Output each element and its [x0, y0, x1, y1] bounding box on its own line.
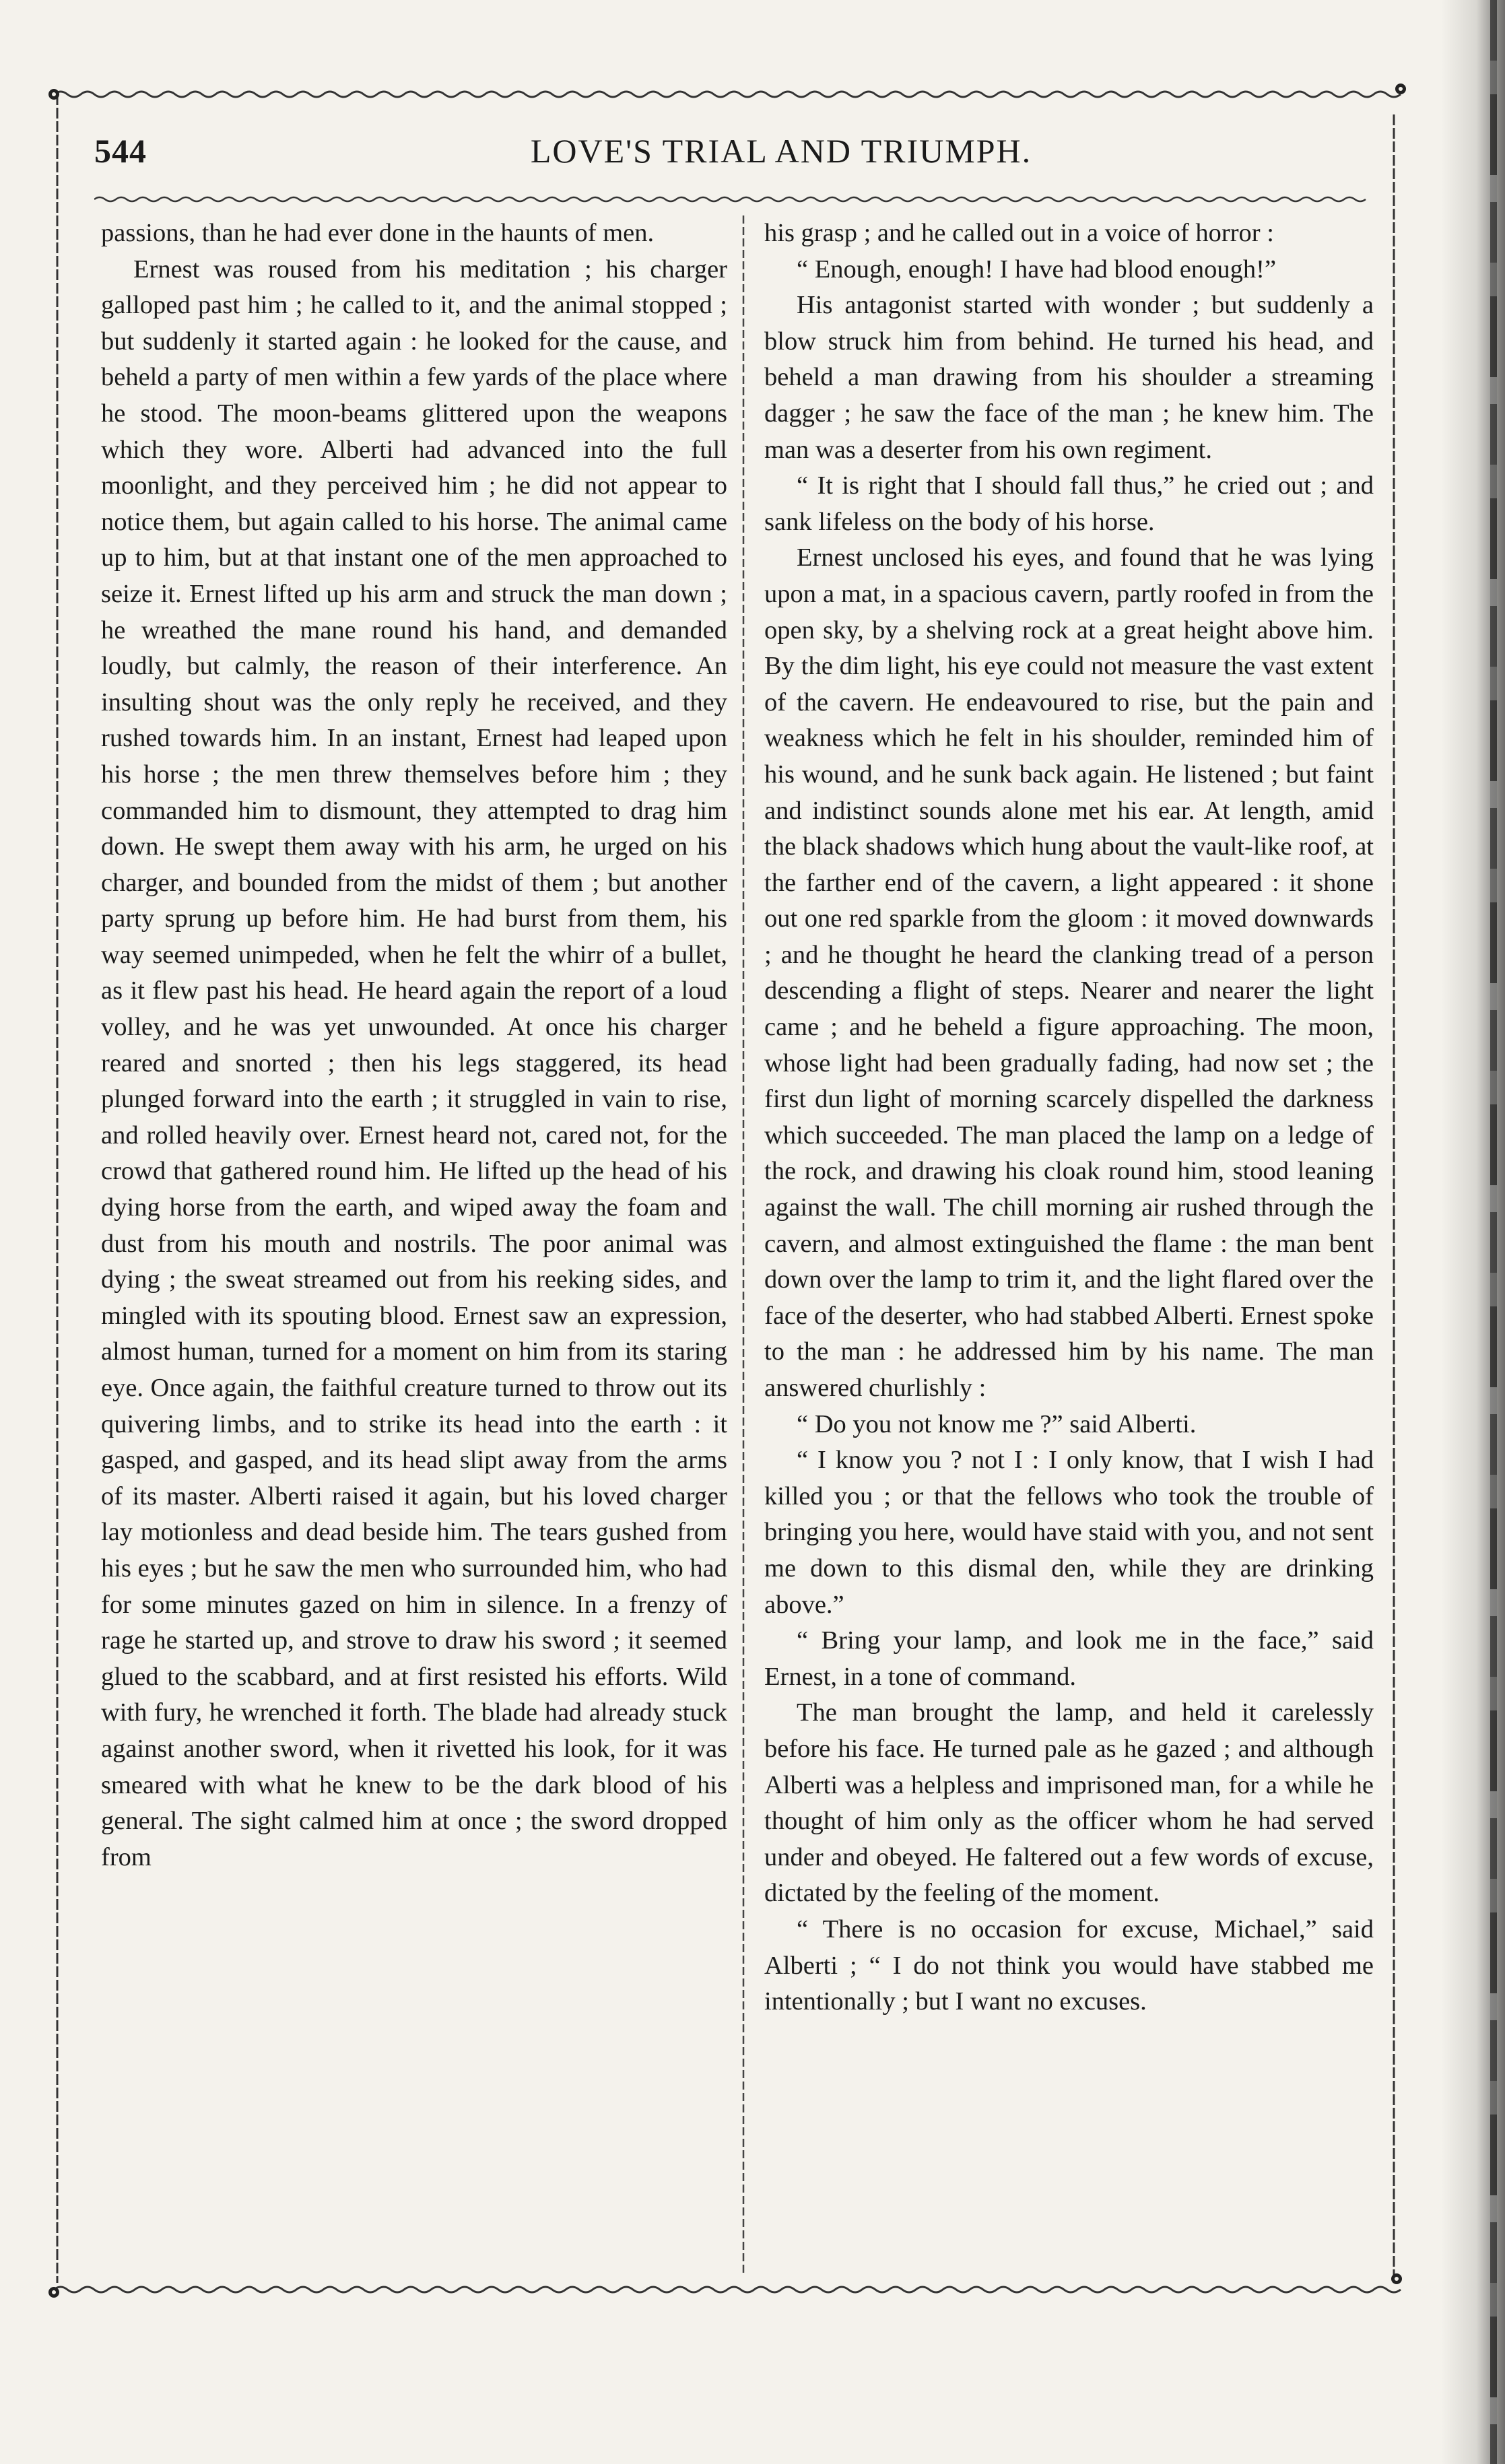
paragraph: “ Enough, enough! I have had blood enough!” [797, 255, 1277, 284]
corner-ornament-icon [46, 2284, 62, 2300]
right-column [764, 215, 1374, 2020]
left-wavy-rule [47, 94, 67, 2283]
binding-edge [1490, 0, 1497, 2464]
paragraph: passions, than he had ever done in the haunts of men. [101, 219, 655, 247]
top-wavy-rule [54, 81, 1407, 108]
paragraph: Ernest was roused from his meditation ; his charger galloped past him ; he called to it, and the animal stopped ; but suddenly it started again : he looked for the cause, and beheld a party of men within a few yards of the place where he stood. The moon-beams glittered upon the weapons which they wore. Alberti had advanced into the full moonlight, and they perceived him ; he did not appear to notice them, but again called to his horse. The animal came up to him, but at that instant one of the men approached to seize it. Ernest lifted up his arm and struck the man down ; he wreathed the mane round his hand, and demanded loudly, but calmly, the reason of their interference. An insulting shout was the only reply he received, and they rushed towards him. In an instant, Ernest had leaped upon his horse ; the men threw themselves before him ; they commanded him to dismount, they attempted to drag him down. He swept them away with his arm, he urged on his charger, and bounded from the midst of them ; but another party sprung up before him. He had burst from them, his way seemed unimpeded, when he felt the whirr of a bullet, as it flew past his head. He heard again the report of a loud volley, and he was yet unwounded. At once his charger reared and snorted ; then his legs staggered, its head plunged forward into the earth ; it struggled in vain to rise, and rolled heavily over. Ernest heard not, cared not, for the crowd that gathered round him. He lifted up the head of his dying horse from the earth, and wiped away the foam and dust from his mouth and nostrils. The poor animal was dying ; the sweat streamed out from his reeking sides, and mingled with its spouting blood. Ernest saw an expression, almost human, turned for a moment on him from its staring eye. Once again, the faithful creature turned to throw out its quivering limbs, and to strike its head into the earth : it gasped, and gasped, and its head slipt away from the arms of its master. Alberti raised it again, but his loved charger lay motionless and dead beside him. The tears gushed from his eyes ; but he saw the men who surrounded him, who had for some minutes gazed on him in silence. In a frenzy of rage he started up, and strove to draw his sword ; it seemed glued to the scabbard, and at first resisted his efforts. Wild with fury, he wrenched it forth. The blade had already stuck against another sword, when it rivetted his look, for it was smeared with what he knew to be the dark blood of his general. The sight calmed him at once ; the sword dropped from [101, 255, 727, 1871]
column-divider-rule [736, 215, 751, 2276]
paragraph: “ There is no occasion for excuse, Michael,” said Alberti ; “ I do not think you would have stabbed me intentionally ; but I want no excuses. [764, 1914, 1374, 2016]
left-column [101, 215, 727, 1875]
paragraph: “ It is right that I should fall thus,” he cried out ; and sank lifeless on the body of his horse. [764, 471, 1374, 536]
bottom-wavy-rule [54, 2276, 1407, 2303]
page-number: 544 [94, 132, 147, 170]
corner-ornament-icon [1393, 81, 1409, 97]
paragraph: “ Do you not know me ?” said Alberti. [797, 1409, 1197, 1438]
paragraph: Ernest unclosed his eyes, and found that he was lying upon a mat, in a spacious cavern, partly roofed in from the open sky, by a shelving rock at a great height above him. By the dim light, his eye could not measure the vast extent of the cavern. He endeavoured to rise, but the pain and weakness which he felt in his shoulder, reminded him of his wound, and he sunk back again. He listened ; but faint and indistinct sounds alone met his ear. At length, amid the black shadows which hung about the vault-like roof, at the farther end of the cavern, a light appeared : it shone out one red sparkle from the gloom : it moved downwards ; and he thought he heard the clanking tread of a person descending a flight of steps. Nearer and nearer the light came ; and he beheld a figure approaching. The moon, whose light had been gradually fading, had now set ; the first dun light of morning scarcely dispelled the darkness which succeeded. The man placed the lamp on a ledge of the rock, and drawing his cloak round him, stood leaning against the wall. The chill morning air rushed through the cavern, and almost extinguished the flame : the man bent down over the lamp to trim it, and the light flared over the face of the deserter, who had stabbed Alberti. Ernest spoke to the man : he addressed him by his name. The man answered churlishly : [764, 543, 1374, 1402]
corner-ornament-icon [46, 86, 62, 102]
header-wavy-rule [94, 192, 1374, 207]
paragraph: “ Bring your lamp, and look me in the face,” said Ernest, in a tone of command. [764, 1626, 1374, 1691]
paragraph: The man brought the lamp, and held it carelessly before his face. He turned pale as he gazed ; and although Alberti was a helpless and imprisoned man, for a while he thought of him only as the officer whom he had served under and obeyed. He faltered out a few words of excuse, dictated by the feeling of the moment. [764, 1698, 1374, 1908]
right-wavy-rule [1384, 114, 1404, 2283]
paragraph: “ I know you ? not I : I only know, that I wish I had killed you ; or that the fellows who took the trouble of bringing you here, would have staid with you, and not sent me down to this dismal den, while they are drinking above.” [764, 1446, 1374, 1619]
corner-ornament-icon [1389, 2271, 1405, 2287]
paragraph: His antagonist started with wonder ; but suddenly a blow struck him from behind. He turned his head, and beheld a man drawing from his shoulder a streaming dagger ; he saw the face of the man ; he knew him. The man was a deserter from his own regiment. [764, 291, 1374, 464]
paragraph: his grasp ; and he called out in a voice of horror : [764, 219, 1274, 247]
running-head: LOVE'S TRIAL AND TRIUMPH. [530, 132, 1032, 170]
